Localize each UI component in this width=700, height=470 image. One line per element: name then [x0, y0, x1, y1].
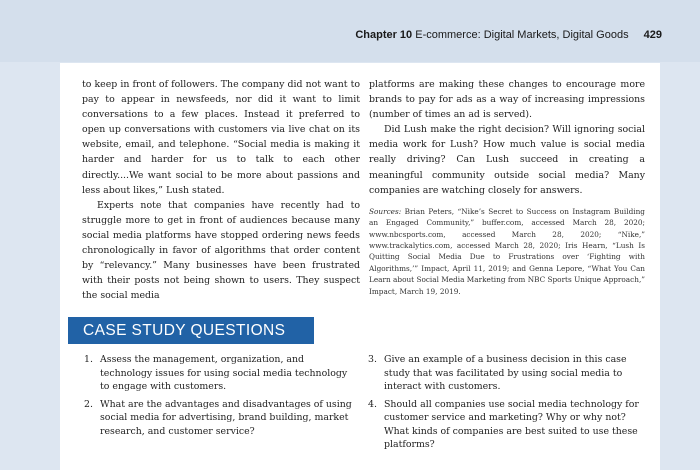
questions-right: [366, 353, 644, 456]
chapter-label: Chapter 10: [355, 29, 413, 41]
question-text: What are the advantages and disadvantages of using social media for advertising, brand building, market research, and customer service?: [100, 398, 352, 437]
question-item: [366, 353, 644, 394]
question-number: 1.: [84, 354, 93, 365]
paragraph: Experts note that companies have recently had to struggle more to get in front of audiences because many social media platforms have stopped ordering news feeds chronologically in favor of algorithms that order content by “relevancy.” Many businesses have been frustrated with their posts not being shown to users. They suspect the social media: [82, 199, 360, 302]
right-column: [369, 77, 645, 297]
question-item: [366, 398, 644, 452]
questions-left: [82, 353, 358, 442]
question-number: 2.: [84, 398, 93, 410]
sources-note: [369, 206, 645, 297]
question-text: Should all companies use social media technology for customer service and marketing? Why or why not? What kinds of companies are best suited to use these platforms?: [384, 398, 639, 450]
chapter-title: E-commerce: Digital Markets, Digital Goods: [415, 29, 629, 41]
question-number: 4.: [368, 398, 377, 410]
case-study-heading: CASE STUDY QUESTIONS: [68, 317, 314, 344]
page-number: 429: [643, 29, 662, 41]
paragraph: platforms are making these changes to encourage more brands to pay for ads as a way of increasing impressions (number of times an ad is served).: [369, 79, 645, 121]
sources-label: Sources:: [369, 206, 402, 216]
sources-text: Brian Peters, “Nike’s Secret to Success on Instagram Building an Engaged Community,” buffer.com, accessed March 28, 2020; www.nbcsports.com, accessed March 28, 2020; “Nike,” www.trackalytics.com, accessed March 28, 2020; Iris Hearn, “Lush Is Quitting Social Media Due to Frustrations over ‘Fighting with Algorithms,’” Impact, April 11, 2019; and Genna Lepore, “What You Can Learn about Social Media Marketing from NBC Sports Unique Approach,” Impact, March 19, 2019.: [369, 206, 645, 296]
left-column: [82, 77, 360, 303]
question-item: [82, 353, 358, 394]
paragraph: Did Lush make the right decision? Will ignoring social media work for Lush? How much value is social media really driving? Can Lush succeed in creating a meaningful community outside social media? Many companies are watching closely for answers.: [369, 124, 645, 196]
question-text: Assess the management, organization, and technology issues for using social media technology to engage with customers.: [100, 354, 348, 392]
running-head: [355, 29, 662, 41]
page: [60, 63, 660, 470]
paragraph: to keep in front of followers. The company did not want to pay to appear in newsfeeds, nor did it want to limit conversations to a few places. Instead it preferred to open up conversations with customers via live chat on its website, email, and telephone. “Social media is making it harder and harder for us to talk to each other directly....We want social to be more about passions and less about likes,” Lush stated.: [82, 79, 360, 196]
question-item: [82, 398, 358, 439]
question-number: 3.: [368, 354, 377, 365]
question-text: Give an example of a business decision in this case study that was facilitated by using social media to interact with customers.: [384, 354, 627, 392]
